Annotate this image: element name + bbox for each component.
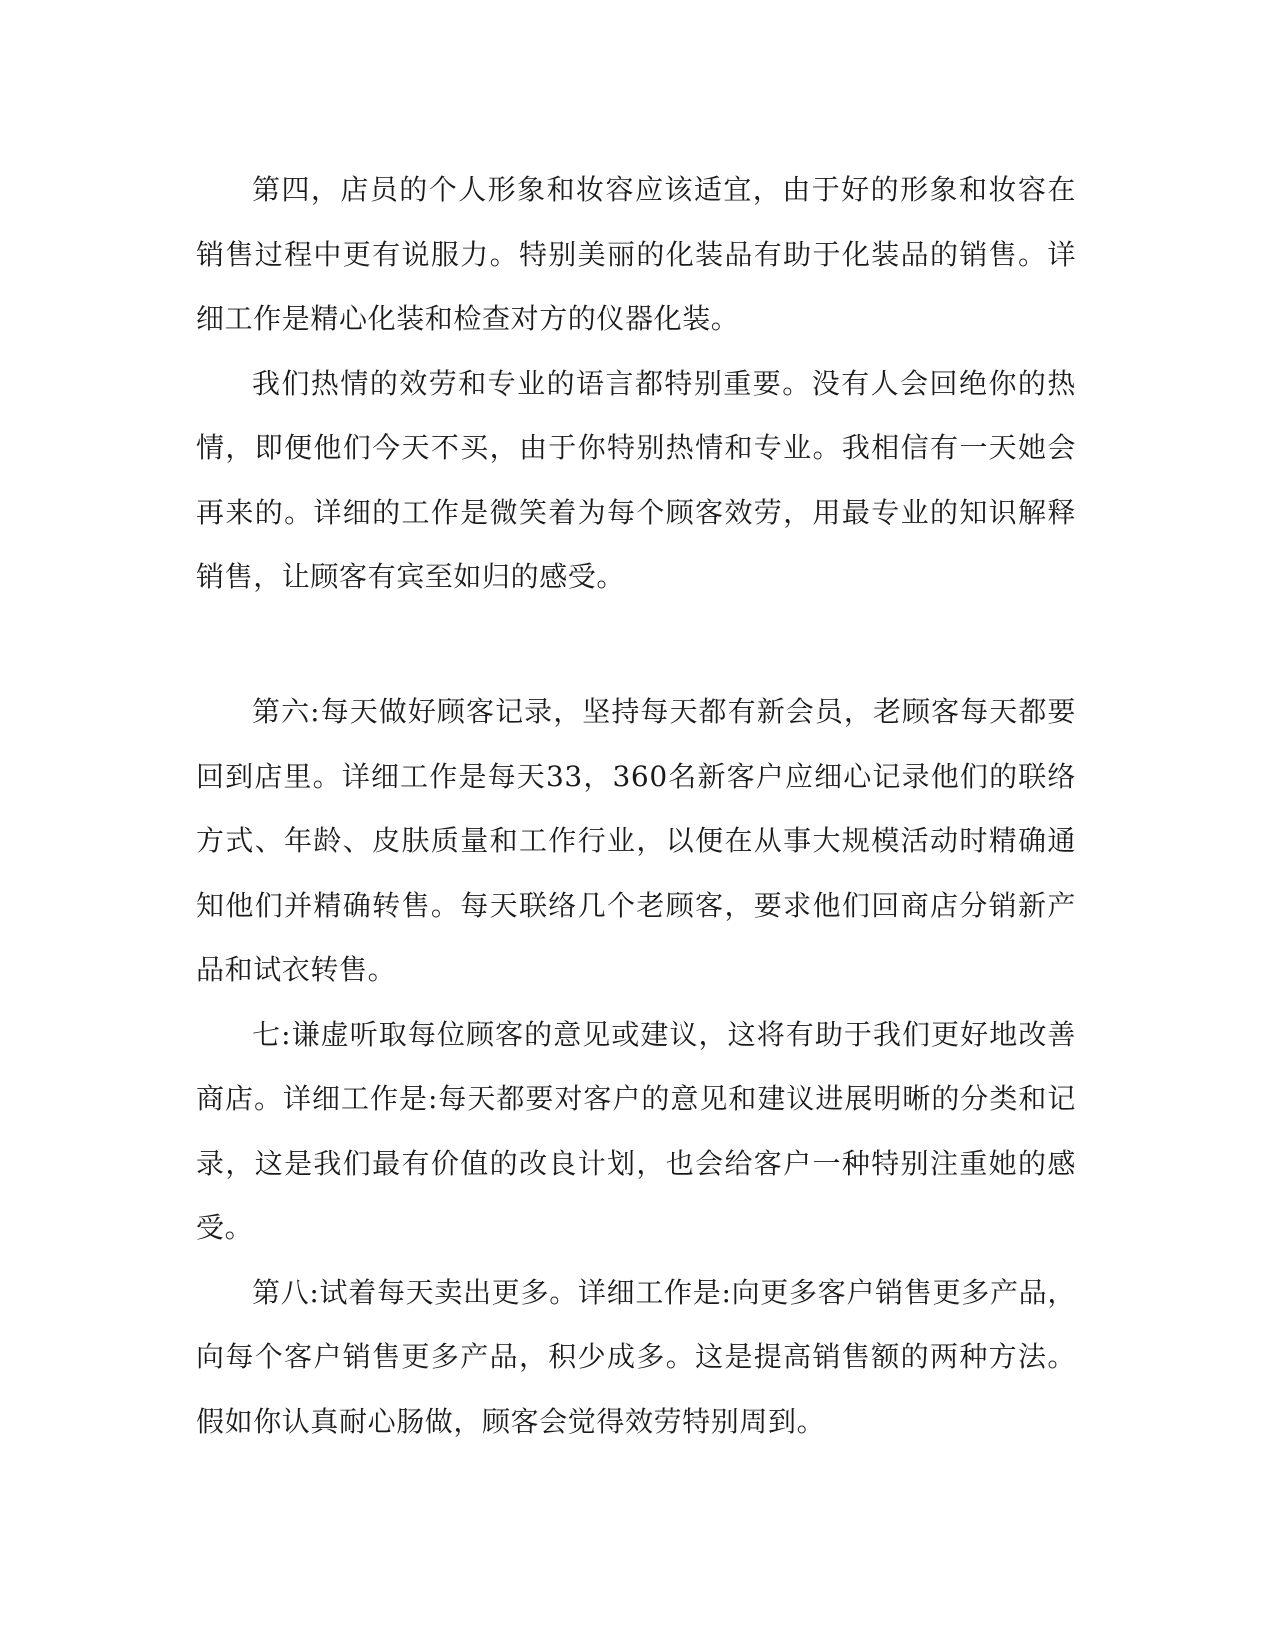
paragraph-8-sell-more: 第八:试着每天卖出更多。详细工作是:向更多客户销售更多产品，向每个客户销售更多产品，积少成多。这是提高销售额的两种方法。假如你认真耐心肠做，顾客会觉得效劳特别周到。 <box>196 1275 1076 1438</box>
text-block-top <box>196 158 1076 610</box>
paragraph-7-customer-feedback: 七:谦虚听取每位顾客的意见或建议，这将有助于我们更好地改善商店。详细工作是:每天都要对客户的意见和建议进展明晰的分类和记录，这是我们最有价值的改良计划，也会给客户一种特别注重她的感受。 <box>196 1017 1076 1244</box>
paragraph-4-image-and-makeup: 第四，店员的个人形象和妆容应该适宜，由于好的形象和妆容在销售过程中更有说服力。特别美丽的化装品有助于化装品的销售。详细工作是精心化装和检查对方的仪器化装。 <box>196 173 1076 335</box>
paragraph-6-customer-records: 第六:每天做好顾客记录，坚持每天都有新会员，老顾客每天都要回到店里。详细工作是每天33，360名新客户应细心记录他们的联络方式、年龄、皮肤质量和工作行业，以便在从事大规模活动时精确通知他们并精确转售。每天联络几个老顾客，要求他们回商店分销新产品和试衣转售。 <box>196 695 1076 986</box>
paragraph-service-and-language: 我们热情的效劳和专业的语言都特别重要。没有人会回绝你的热情，即便他们今天不买，由于你特别热情和专业。我相信有一天她会再来的。详细的工作是微笑着为每个顾客效劳，用最专业的知识解释销售，让顾客有宾至如归的感受。 <box>196 366 1076 593</box>
text-block-bottom <box>196 680 1076 1454</box>
